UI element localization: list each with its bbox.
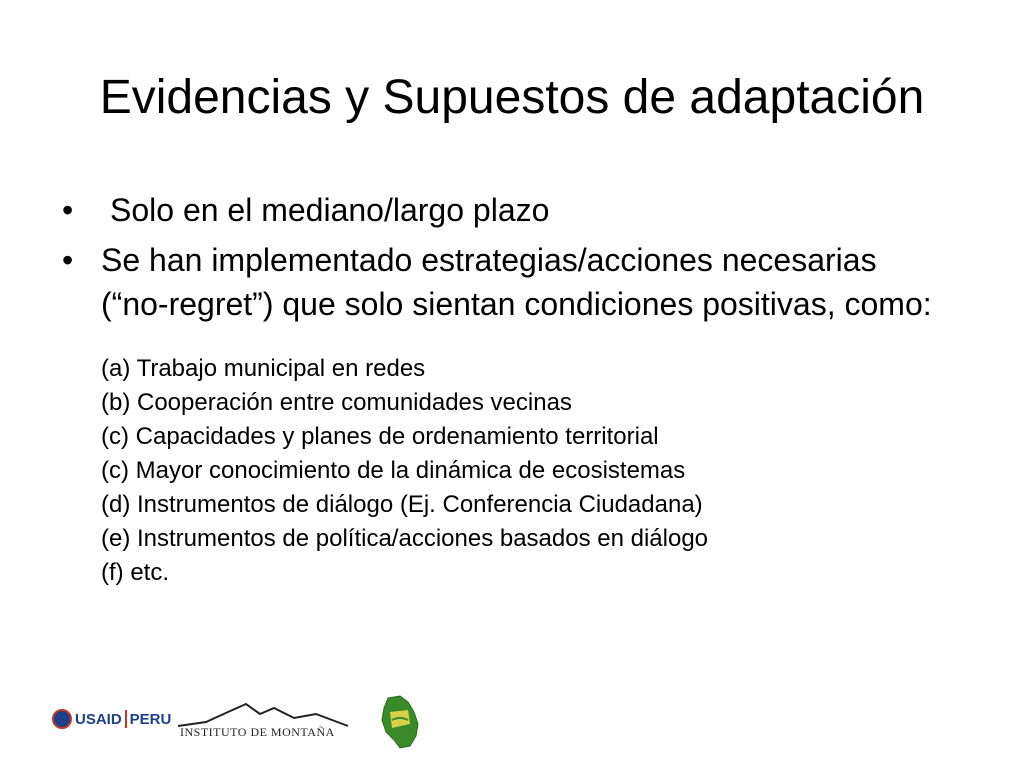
bullet-marker: • [62, 192, 74, 228]
slide-body [62, 188, 942, 590]
peru-map-icon [378, 694, 422, 750]
instituto-de-montana-logo [176, 700, 352, 742]
sub-list-item: (d) Instrumentos de diálogo (Ej. Conferencia Ciudadana) [101, 491, 703, 518]
sub-list [62, 352, 942, 590]
logo-divider [125, 710, 127, 728]
slide-title: Evidencias y Supuestos de adaptación [99, 71, 925, 124]
sub-list-item: (c) Capacidades y planes de ordenamiento territorial [101, 423, 659, 450]
sub-list-item: (e) Instrumentos de política/acciones basados en diálogo [101, 525, 709, 552]
sub-list-item: (f) etc. [101, 559, 170, 586]
bullet-text: Solo en el mediano/largo plazo [110, 192, 550, 228]
usaid-logo-country: PERU [129, 710, 172, 728]
sub-list-item: (a) Trabajo municipal en redes [101, 355, 426, 382]
usaid-logo-name: USAID [75, 710, 122, 728]
sub-list-item: (c) Mayor conocimiento de la dinámica de ecosistemas [101, 457, 686, 484]
bullet-marker: • [62, 242, 74, 278]
footer-logos [0, 690, 1024, 750]
bullet-item [62, 188, 942, 232]
usaid-peru-logo [52, 704, 171, 734]
remurpe-logo [378, 694, 422, 750]
sub-list-item: (b) Cooperación entre comunidades vecinas [101, 389, 572, 416]
instituto-de-montana-label: INSTITUTO DE MONTAÑA [180, 725, 335, 739]
bullet-item [62, 238, 942, 326]
bullet-text: Se han implementado estrategias/acciones necesarias (“no-regret”) que solo sientan condiciones positivas, como: [101, 242, 932, 322]
usaid-seal-icon [52, 709, 72, 729]
